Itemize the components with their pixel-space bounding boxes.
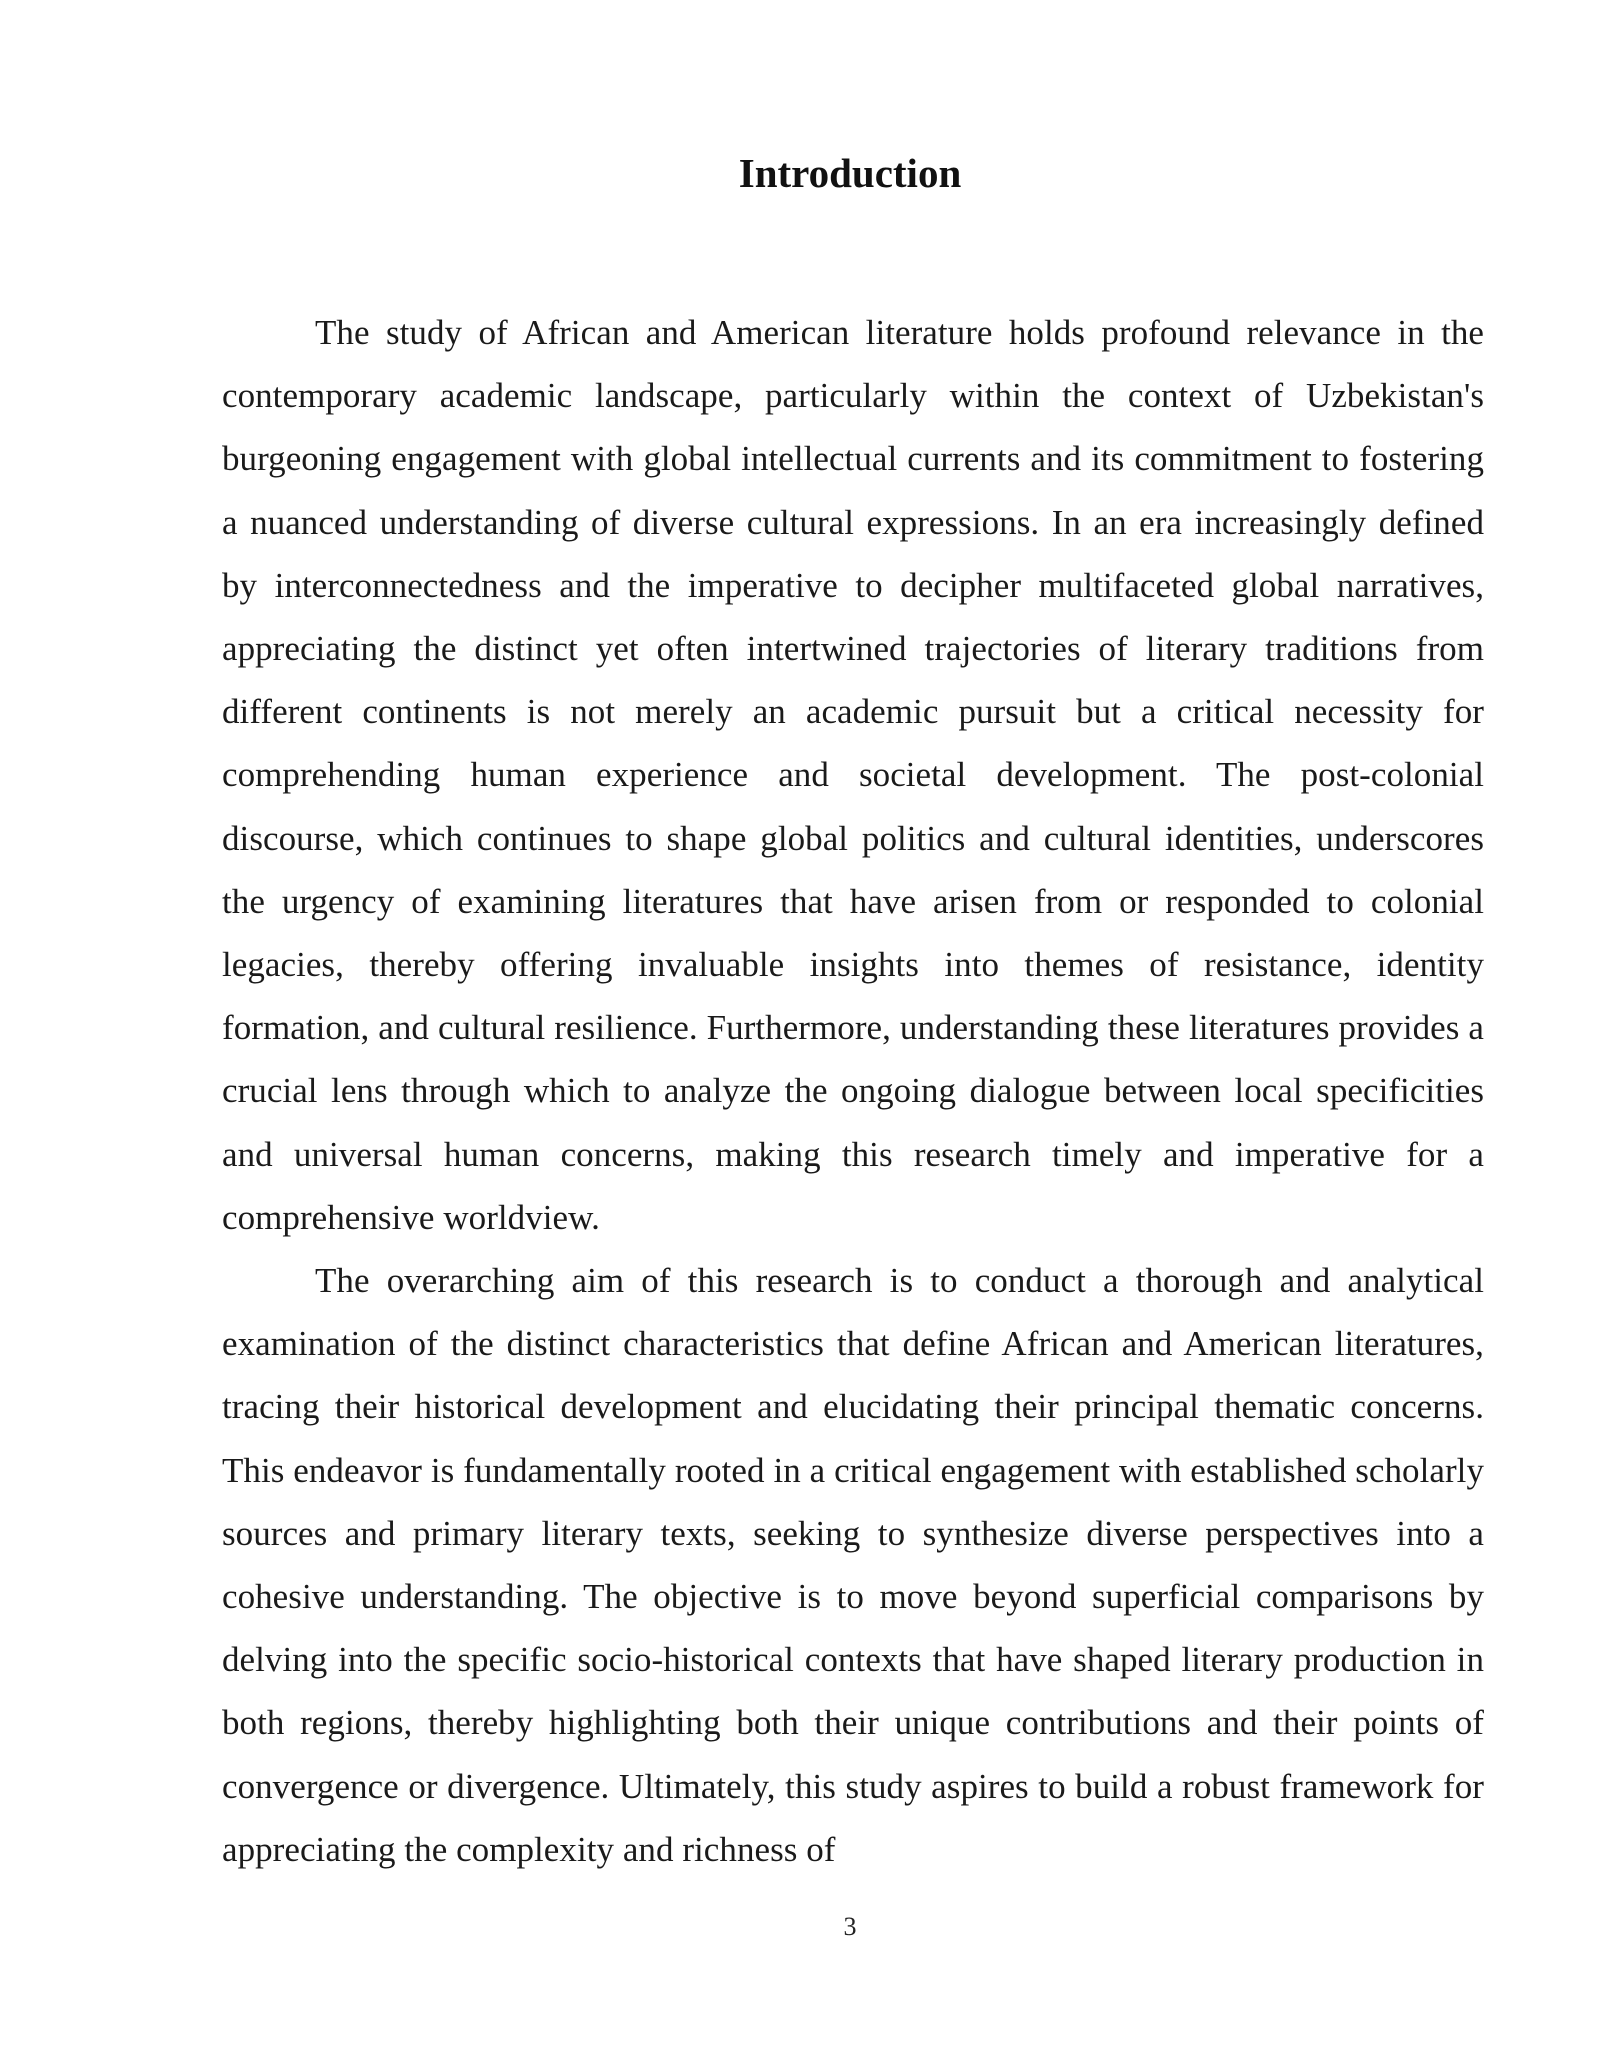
- paragraph-relevance: The study of African and American literature holds profound relevance in the contemporary academic landscape, particularly within the context of Uzbekistan's burgeoning engagement with global intellectual currents and its commitment to fostering a nuanced understanding of diverse cultural expressions. In an era increasingly defined by interconnectedness and the imperative to decipher multifaceted global narratives, appreciating the distinct yet often intertwined trajectories of literary traditions from different continents is not merely an academic pursuit but a critical necessity for comprehending human experience and societal development. The post-colonial discourse, which continues to shape global politics and cultural identities, underscores the urgency of examining literatures that have arisen from or responded to colonial legacies, thereby offering invaluable insights into themes of resistance, identity formation, and cultural resilience. Furthermore, understanding these literatures provides a crucial lens through which to analyze the ongoing dialogue between local specificities and universal human concerns, making this research timely and imperative for a comprehensive worldview.: [222, 313, 1484, 1237]
- page-number: 3: [843, 1912, 857, 1941]
- paragraph-aim: The overarching aim of this research is to conduct a thorough and analytical examination of the distinct characteristics that define African and American literatures, tracing their historical development and elucidating their principal thematic concerns. This endeavor is fundamentally rooted in a critical engagement with established scholarly sources and primary literary texts, seeking to synthesize diverse perspectives into a cohesive understanding. The objective is to move beyond superficial comparisons by delving into the specific socio-historical contexts that have shaped literary production in both regions, thereby highlighting both their unique contributions and their points of convergence or divergence. Ultimately, this study aspires to build a robust framework for appreciating the complexity and richness of: [222, 1261, 1484, 1869]
- page-title: Introduction: [738, 150, 962, 196]
- body-text: [222, 301, 1484, 1881]
